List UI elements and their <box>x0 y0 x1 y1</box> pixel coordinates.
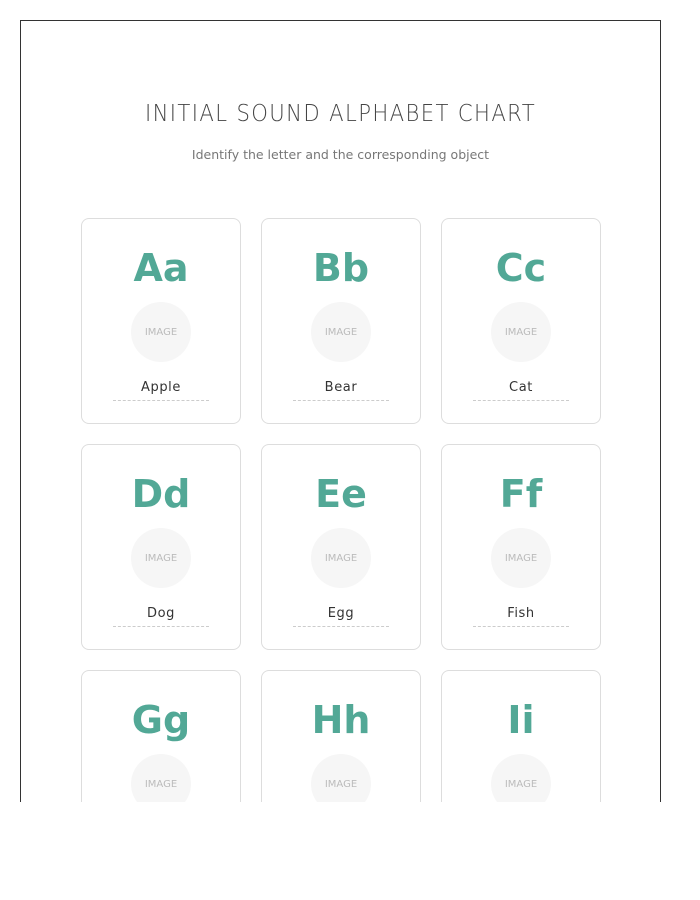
image-placeholder-icon: IMAGE <box>311 754 371 802</box>
letter-heading: Bb <box>312 246 370 290</box>
page-title: INITIAL SOUND ALPHABET CHART <box>144 101 537 127</box>
letter-heading: Ii <box>507 698 535 742</box>
object-word: Fish <box>473 606 569 627</box>
alphabet-card-a <box>81 218 241 424</box>
image-placeholder-icon: IMAGE <box>131 528 191 588</box>
alphabet-card-g <box>81 670 241 802</box>
alphabet-card-e <box>261 444 421 650</box>
alphabet-card-c <box>441 218 601 424</box>
object-word: Cat <box>473 380 569 401</box>
object-word: Egg <box>293 606 389 627</box>
letter-heading: Ff <box>499 472 543 516</box>
image-placeholder-icon: IMAGE <box>491 528 551 588</box>
object-word: Bear <box>293 380 389 401</box>
image-placeholder-icon: IMAGE <box>491 302 551 362</box>
letter-heading: Ee <box>315 472 367 516</box>
alphabet-card-i <box>441 670 601 802</box>
page-subtitle: Identify the letter and the corresponding object <box>191 147 490 162</box>
alphabet-card-d <box>81 444 241 650</box>
document-viewport[interactable] <box>20 20 661 802</box>
image-placeholder-icon: IMAGE <box>311 528 371 588</box>
letter-heading: Hh <box>311 698 371 742</box>
image-placeholder-icon: IMAGE <box>131 754 191 802</box>
image-placeholder-icon: IMAGE <box>131 302 191 362</box>
image-placeholder-icon: IMAGE <box>491 754 551 802</box>
object-word: Apple <box>113 380 209 401</box>
alphabet-card-grid <box>81 218 601 802</box>
letter-heading: Dd <box>131 472 191 516</box>
letter-heading: Gg <box>131 698 191 742</box>
letter-heading: Aa <box>133 246 189 290</box>
alphabet-card-h <box>261 670 421 802</box>
worksheet-page <box>20 20 661 802</box>
alphabet-card-f <box>441 444 601 650</box>
object-word: Dog <box>113 606 209 627</box>
image-placeholder-icon: IMAGE <box>311 302 371 362</box>
alphabet-card-b <box>261 218 421 424</box>
letter-heading: Cc <box>495 246 547 290</box>
